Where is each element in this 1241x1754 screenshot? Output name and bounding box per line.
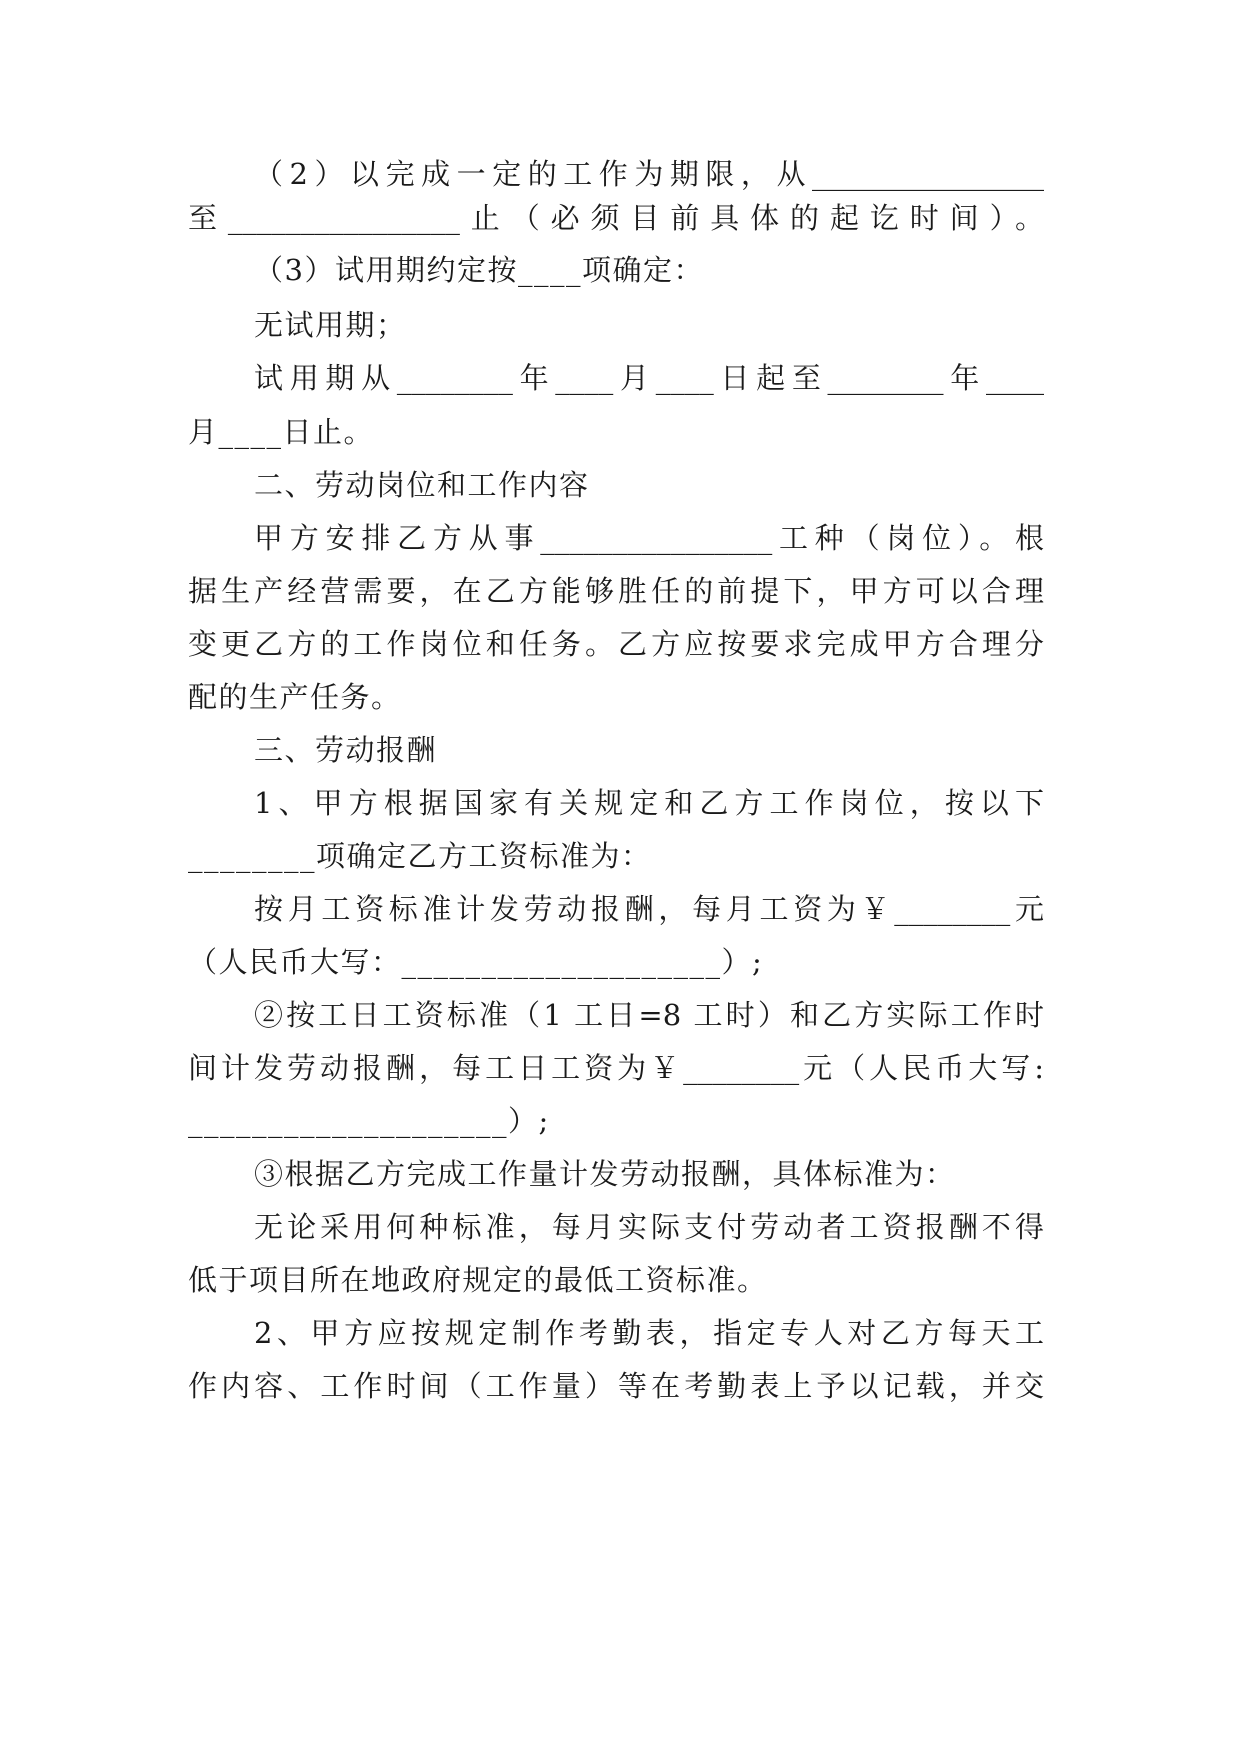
paragraph-line: （人民币大写：____________________）; (188, 945, 764, 979)
paragraph-line: ____________________）; (188, 1104, 550, 1138)
paragraph-line: 变更乙方的工作岗位和任务。乙方应按要求完成甲方合理分 (188, 627, 1044, 661)
paragraph-line: ________项确定乙方工资标准为： (188, 839, 652, 873)
paragraph-line: 1、甲方根据国家有关规定和乙方工作岗位，按以下 (254, 786, 1044, 820)
paragraph-line: 无试用期； (254, 308, 407, 342)
paragraph-line: 试用期从________年____月____日起至________年____ (254, 361, 1044, 395)
paragraph-line: 低于项目所在地政府规定的最低工资标准。 (188, 1263, 768, 1297)
paragraph-line: （3）试用期约定按____项确定： (254, 253, 704, 287)
paragraph-line: 至________________止（必须目前具体的起讫时间）。 (188, 201, 1044, 235)
paragraph-line: 月____日止。 (188, 415, 375, 449)
paragraph-line: 按月工资标准计发劳动报酬，每月工资为￥________元 (254, 892, 1044, 926)
paragraph-line: ③根据乙方完成工作量计发劳动报酬，具体标准为： (254, 1157, 956, 1191)
paragraph-line: 2、甲方应按规定制作考勤表，指定专人对乙方每天工 (254, 1316, 1044, 1350)
paragraph-line: 无论采用何种标准，每月实际支付劳动者工资报酬不得 (254, 1210, 1044, 1244)
paragraph-line: ②按工日工资标准（1 工日=8 工时）和乙方实际工作时 (254, 998, 1044, 1032)
paragraph-line: 据生产经营需要，在乙方能够胜任的前提下，甲方可以合理 (188, 574, 1044, 608)
paragraph-line: （2）以完成一定的工作为期限，从________________ (254, 157, 1044, 191)
paragraph-line: 甲方安排乙方从事________________工种（岗位）。根 (254, 521, 1044, 555)
paragraph-line: 配的生产任务。 (188, 680, 402, 714)
section-heading: 三、劳动报酬 (254, 733, 438, 767)
paragraph-line: 作内容、工作时间（工作量）等在考勤表上予以记载，并交 (188, 1369, 1044, 1403)
paragraph-line: 间计发劳动报酬，每工日工资为￥________元（人民币大写: (188, 1051, 1044, 1085)
section-heading: 二、劳动岗位和工作内容 (254, 468, 590, 502)
